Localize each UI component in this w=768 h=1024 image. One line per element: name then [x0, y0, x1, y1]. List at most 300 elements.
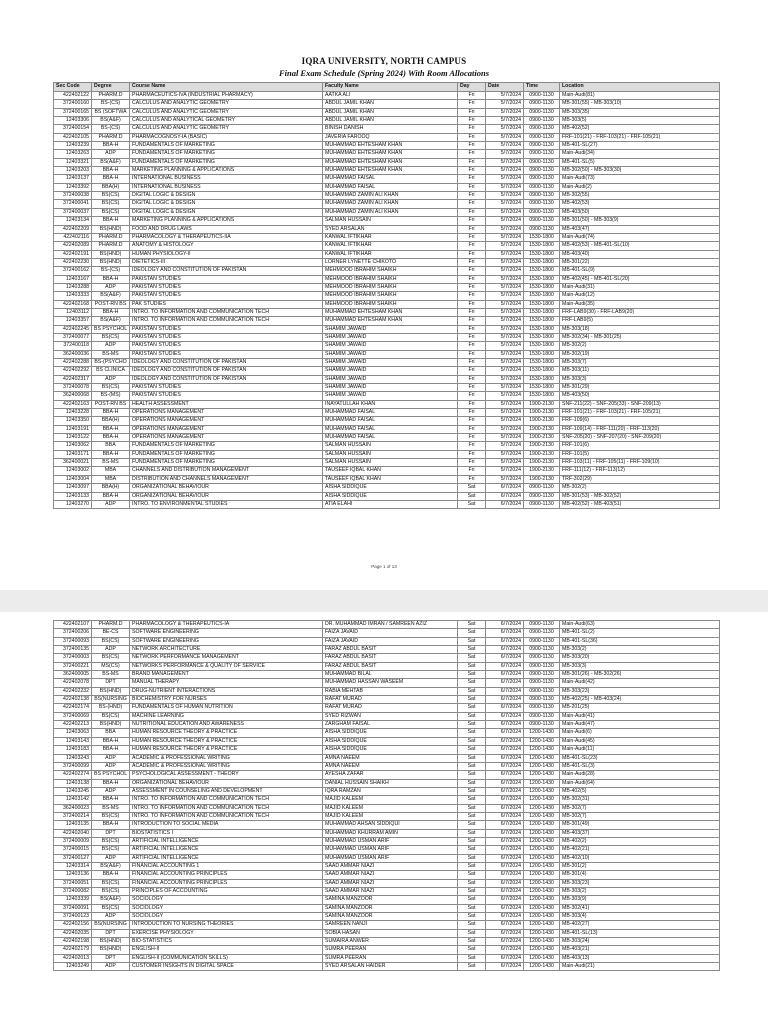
day-cell: Fri	[458, 158, 486, 166]
faculty-name-cell: MEHMOOD IBRAHIM SHAIKH	[323, 292, 458, 300]
sec-code-cell: 12403245	[54, 787, 92, 795]
faculty-name-cell: SHAMIM JAWAID	[323, 359, 458, 367]
schedule-subtitle: Final Exam Schedule (Spring 2024) With Room Allocations	[278, 68, 490, 78]
table-row	[54, 729, 720, 737]
course-name-cell: PHARMACOLOGY & THERAPEUTICS-IA	[130, 621, 323, 629]
course-name-cell: PAKISTAN STUDIES	[130, 333, 323, 341]
date-cell: 6/7/2024	[486, 871, 524, 879]
sec-code-cell: 422402089	[54, 242, 92, 250]
degree-cell: BS(CS)	[92, 192, 130, 200]
sec-code-cell: 362400068	[54, 392, 92, 400]
course-name-cell: IDEOLOGY AND CONSTITUTION OF PAKISTAN	[130, 359, 323, 367]
day-cell: Sat	[458, 862, 486, 870]
sec-code-cell: 422402013	[54, 954, 92, 962]
day-cell: Sat	[458, 787, 486, 795]
time-cell: 0900-1130	[524, 133, 560, 141]
time-cell: 1200-1430	[524, 746, 560, 754]
time-cell: 1200-1430	[524, 921, 560, 929]
date-cell: 6/7/2024	[486, 829, 524, 837]
day-cell: Sat	[458, 746, 486, 754]
day-cell: Sat	[458, 779, 486, 787]
degree-cell: BS(A&F)	[92, 317, 130, 325]
time-cell: 0900-1130	[524, 654, 560, 662]
sec-code-cell: 422402230	[54, 258, 92, 266]
date-cell: 6/7/2024	[486, 654, 524, 662]
faculty-name-cell: SALMAN HUSSAIN	[323, 459, 458, 467]
faculty-name-cell: MUHAMMAD FAISAL	[323, 175, 458, 183]
faculty-name-cell: SAMINA MANZOOR	[323, 904, 458, 912]
time-cell: 1200-1430	[524, 938, 560, 946]
degree-cell: BE-CS	[92, 629, 130, 637]
faculty-name-cell: RABIA MEHTAB	[323, 687, 458, 695]
time-cell: 0900-1130	[524, 117, 560, 125]
date-cell: 6/7/2024	[486, 787, 524, 795]
date-cell: 5/7/2024	[486, 217, 524, 225]
faculty-name-cell: INAYATULLAH KHAN	[323, 400, 458, 408]
degree-cell: PHARM.D	[92, 621, 130, 629]
day-cell: Fri	[458, 217, 486, 225]
sec-code-cell: 422402317	[54, 375, 92, 383]
course-name-cell: HUMAN RESOURCE THEORY & PRACTICE	[130, 729, 323, 737]
table-row	[54, 896, 720, 904]
faculty-name-cell: AISHA SIDDIQUE	[323, 484, 458, 492]
table-row	[54, 158, 720, 166]
degree-cell: BS(CS)	[92, 837, 130, 845]
time-cell: 1530-1800	[524, 367, 560, 375]
table-row	[54, 342, 720, 350]
table-row	[54, 267, 720, 275]
sec-code-cell: 372400003	[54, 654, 92, 662]
col-course-name: Course Name	[130, 83, 323, 92]
faculty-name-cell: SYED RIZWAN	[323, 712, 458, 720]
date-cell: 5/7/2024	[486, 200, 524, 208]
sec-code-cell: 372400037	[54, 208, 92, 216]
faculty-name-cell: MUHAMMAD ZAMIN ALI KHAN	[323, 192, 458, 200]
table-row	[54, 359, 720, 367]
sec-code-cell: 372400135	[54, 646, 92, 654]
time-cell: 0900-1130	[524, 225, 560, 233]
degree-cell: BS(HND)	[92, 258, 130, 266]
degree-cell: BS(A&F)	[92, 117, 130, 125]
table-row	[54, 846, 720, 854]
degree-cell: ADP	[92, 963, 130, 971]
time-cell: 0900-1130	[524, 712, 560, 720]
time-cell: 1530-1800	[524, 292, 560, 300]
day-cell: Sat	[458, 721, 486, 729]
course-name-cell: OPERATIONS MANAGEMENT	[130, 434, 323, 442]
course-name-cell: INTRODUCTION TO SOCIAL MEDIA	[130, 821, 323, 829]
faculty-name-cell: SAMINA MANZOOR	[323, 913, 458, 921]
course-name-cell: SOCIOLOGY	[130, 913, 323, 921]
date-cell: 5/7/2024	[486, 425, 524, 433]
sec-code-cell: 12403002	[54, 467, 92, 475]
degree-cell: BS(HND)	[92, 687, 130, 695]
table-row	[54, 242, 720, 250]
table-row	[54, 829, 720, 837]
day-cell: Sat	[458, 500, 486, 508]
location-cell: MB-303(11)	[560, 367, 720, 375]
col-faculty-name: Faculty Name	[323, 83, 458, 92]
date-cell: 6/7/2024	[486, 704, 524, 712]
table-row	[54, 871, 720, 879]
degree-cell: MS(CS)	[92, 662, 130, 670]
location-cell: MB-303(3)	[560, 375, 720, 383]
sec-code-cell: 422402138	[54, 696, 92, 704]
time-cell: 1200-1430	[524, 846, 560, 854]
location-cell: FRF-101(6)	[560, 442, 720, 450]
faculty-name-cell: SUMRA PEERAN	[323, 954, 458, 962]
degree-cell: BBA-H	[92, 175, 130, 183]
faculty-name-cell: ABDUL JAMIL KHAN	[323, 108, 458, 116]
table-row	[54, 325, 720, 333]
date-cell: 5/7/2024	[486, 275, 524, 283]
time-cell: 1530-1800	[524, 350, 560, 358]
date-cell: 6/7/2024	[486, 904, 524, 912]
date-cell: 6/7/2024	[486, 796, 524, 804]
course-name-cell: MANUAL THERAPY	[130, 679, 323, 687]
table-row	[54, 746, 720, 754]
course-name-cell: FOOD AND DRUG LAWS	[130, 225, 323, 233]
sec-code-cell: 372400160	[54, 100, 92, 108]
date-cell: 5/7/2024	[486, 133, 524, 141]
course-name-cell: HEALTH ASSESSMENT	[130, 400, 323, 408]
location-cell: FRF-101(21) - FRF-103(21) - FRF-105(21)	[560, 133, 720, 141]
sec-code-cell: 12403137	[54, 175, 92, 183]
time-cell: 1200-1430	[524, 888, 560, 896]
faculty-name-cell: SAAD AMMAR NIAZI	[323, 871, 458, 879]
table-row	[54, 492, 720, 500]
degree-cell: BS-(CS)	[92, 100, 130, 108]
location-cell: Main-Audi(47)	[560, 721, 720, 729]
date-cell: 6/7/2024	[486, 929, 524, 937]
sec-code-cell: 372400069	[54, 712, 92, 720]
table-row	[54, 654, 720, 662]
location-cell: MB-402(27)	[560, 921, 720, 929]
day-cell: Fri	[458, 125, 486, 133]
course-name-cell: HUMAN RESOURCE THEORY & PRACTICE	[130, 746, 323, 754]
time-cell: 0900-1130	[524, 125, 560, 133]
faculty-name-cell: TAUSEEF IQBAL KHAN	[323, 475, 458, 483]
sec-code-cell: 12403270	[54, 500, 92, 508]
day-cell: Fri	[458, 250, 486, 258]
date-cell: 6/7/2024	[486, 913, 524, 921]
faculty-name-cell: AISHA SIDDIQUE	[323, 729, 458, 737]
day-cell: Sat	[458, 679, 486, 687]
table-row	[54, 258, 720, 266]
degree-cell: ADP	[92, 375, 130, 383]
table-row	[54, 133, 720, 141]
sec-code-cell: 12403134	[54, 217, 92, 225]
course-name-cell: PAKISTAN STUDIES	[130, 342, 323, 350]
faculty-name-cell: RAFAT MURAD	[323, 696, 458, 704]
degree-cell: ADP	[92, 150, 130, 158]
day-cell: Fri	[458, 367, 486, 375]
location-cell: Main-Audi(31)	[560, 283, 720, 291]
table-row	[54, 921, 720, 929]
date-cell: 5/7/2024	[486, 342, 524, 350]
faculty-name-cell: MUHAMMAD KHURRAM AMIN	[323, 829, 458, 837]
degree-cell: PHARM.D	[92, 242, 130, 250]
sec-code-cell: 12403097	[54, 484, 92, 492]
faculty-name-cell: SHAMIM JAWAID	[323, 350, 458, 358]
degree-cell: BS(CS)	[92, 846, 130, 854]
course-name-cell: FUNDAMENTALS OF MARKETING	[130, 150, 323, 158]
table-row	[54, 233, 720, 241]
course-name-cell: ACADEMIC & PROFESSIONAL WRITING	[130, 762, 323, 770]
degree-cell: BBA-H	[92, 275, 130, 283]
faculty-name-cell: MUHAMMAD HASSAN WASEEM	[323, 679, 458, 687]
time-cell: 1200-1430	[524, 963, 560, 971]
course-name-cell: IDEOLOGY AND CONSTITUTION OF PAKISTAN	[130, 375, 323, 383]
day-cell: Fri	[458, 200, 486, 208]
sec-code-cell: 12403203	[54, 167, 92, 175]
location-cell: Main-Audi(73)	[560, 175, 720, 183]
degree-cell: ADP	[92, 754, 130, 762]
sec-code-cell: 422402035	[54, 929, 92, 937]
faculty-name-cell: FARAZ ABDUL BASIT	[323, 654, 458, 662]
degree-cell: BS(HND)	[92, 225, 130, 233]
course-name-cell: FUNDAMENTALS OF MARKETING	[130, 459, 323, 467]
time-cell: 1200-1430	[524, 929, 560, 937]
location-cell: Main-Audi(64)	[560, 779, 720, 787]
degree-cell: BS PSYCHOL	[92, 325, 130, 333]
page-number: Page 1 of 13	[371, 564, 397, 569]
date-cell: 6/7/2024	[486, 804, 524, 812]
location-cell: Main-Audi(41)	[560, 712, 720, 720]
degree-cell: BS(A&F)	[92, 292, 130, 300]
faculty-name-cell: MUHAMMAD EHTESHAM KHAN	[323, 142, 458, 150]
col-sec-code: Sec Code	[54, 83, 92, 92]
location-cell: MB-303(4)	[560, 913, 720, 921]
time-cell: 0900-1130	[524, 696, 560, 704]
table-row	[54, 712, 720, 720]
course-name-cell: FUNDAMENTALS OF MARKETING	[130, 450, 323, 458]
sec-code-cell: 12403333	[54, 292, 92, 300]
course-name-cell: CHANNELS AND DISTRIBUTION MANAGEMENT	[130, 467, 323, 475]
degree-cell: BS(CS)	[92, 904, 130, 912]
time-cell: 1530-1800	[524, 392, 560, 400]
col-time: Time	[524, 83, 560, 92]
location-cell: MB-302(19)	[560, 350, 720, 358]
faculty-name-cell: MUHAMMAD FAISAL	[323, 417, 458, 425]
table-row	[54, 175, 720, 183]
course-name-cell: IDEOLOGY AND CONSTITUTION OF PAKISTAN	[130, 367, 323, 375]
table-row	[54, 425, 720, 433]
faculty-name-cell: SAAD AMMAR NIAZI	[323, 879, 458, 887]
course-name-cell: PAKISTAN STUDIES	[130, 292, 323, 300]
course-name-cell: IDEOLOGY AND CONSTITUTION OF PAKISTAN	[130, 267, 323, 275]
faculty-name-cell: IQRA RAMZAN	[323, 787, 458, 795]
location-cell: MB-403(50)	[560, 208, 720, 216]
faculty-name-cell: SYED ARSALAN	[323, 225, 458, 233]
sec-code-cell: 12403062	[54, 442, 92, 450]
course-name-cell: ARTIFICIAL INTELLIGENCE	[130, 846, 323, 854]
course-name-cell: DISTRIBUTION AND CHANNELS MANAGEMENT	[130, 475, 323, 483]
table-row	[54, 500, 720, 508]
table-body-page-2	[54, 621, 720, 971]
location-cell: MB-301(22)	[560, 258, 720, 266]
day-cell: Fri	[458, 192, 486, 200]
degree-cell: BS(CS)	[92, 812, 130, 820]
sec-code-cell: 362400023	[54, 804, 92, 812]
course-name-cell: PSYCHOLOGICAL ASSESSMENT - THEORY	[130, 771, 323, 779]
table-row	[54, 837, 720, 845]
date-cell: 5/7/2024	[486, 333, 524, 341]
faculty-name-cell: SALMAN HUSSAIN	[323, 217, 458, 225]
date-cell: 5/7/2024	[486, 258, 524, 266]
date-cell: 5/7/2024	[486, 158, 524, 166]
table-row	[54, 671, 720, 679]
date-cell: 6/7/2024	[486, 754, 524, 762]
faculty-name-cell: SHAMIM JAWAID	[323, 392, 458, 400]
course-name-cell: OPERATIONS MANAGEMENT	[130, 417, 323, 425]
day-cell: Sat	[458, 837, 486, 845]
day-cell: Sat	[458, 946, 486, 954]
date-cell: 5/7/2024	[486, 317, 524, 325]
time-cell: 0900-1130	[524, 217, 560, 225]
sec-code-cell: 422402107	[54, 621, 92, 629]
course-name-cell: PAKISTAN STUDIES	[130, 283, 323, 291]
table-row	[54, 92, 720, 100]
table-row	[54, 754, 720, 762]
sec-code-cell: 12403143	[54, 737, 92, 745]
time-cell: 1530-1800	[524, 317, 560, 325]
date-cell: 6/7/2024	[486, 712, 524, 720]
location-cell: MB-303(2)	[560, 888, 720, 896]
location-cell: MB-303(35)	[560, 108, 720, 116]
date-cell: 6/7/2024	[486, 779, 524, 787]
date-cell: 5/7/2024	[486, 434, 524, 442]
faculty-name-cell: SUMAIRA ANWER	[323, 938, 458, 946]
location-cell: MB-403(47)	[560, 225, 720, 233]
day-cell: Fri	[458, 175, 486, 183]
course-name-cell: INTRODUCTION TO NURSING THEORIES	[130, 921, 323, 929]
location-cell: SNF-211(22) - SNF-205(33) - SNF-209(13)	[560, 400, 720, 408]
faculty-name-cell: RAFAT MURAD	[323, 704, 458, 712]
course-name-cell: PHARMACOLOGY & THERAPEUTICS-IIA	[130, 233, 323, 241]
date-cell: 6/7/2024	[486, 621, 524, 629]
course-name-cell: CALCULUS AND ANALYTICAL GEOMETRY	[130, 117, 323, 125]
day-cell: Fri	[458, 434, 486, 442]
faculty-name-cell: ABDUL JAMIL KHAN	[323, 117, 458, 125]
date-cell: 5/7/2024	[486, 300, 524, 308]
time-cell: 0900-1130	[524, 637, 560, 645]
faculty-name-cell: MUHAMMAD USMAN ARIF	[323, 846, 458, 854]
table-row	[54, 292, 720, 300]
table-row	[54, 108, 720, 116]
degree-cell: BS(CS)	[92, 712, 130, 720]
location-cell: MB-303(2)	[560, 646, 720, 654]
location-cell: MB-403(50)	[560, 392, 720, 400]
location-cell: MB-303(24)	[560, 938, 720, 946]
page-separator	[0, 590, 768, 612]
table-row	[54, 646, 720, 654]
faculty-name-cell: MEHMOOD IBRAHIM SHAIKH	[323, 300, 458, 308]
day-cell: Sat	[458, 737, 486, 745]
date-cell: 5/7/2024	[486, 350, 524, 358]
date-cell: 6/7/2024	[486, 737, 524, 745]
faculty-name-cell: SUMRA PEERAN	[323, 946, 458, 954]
sec-code-cell: 422402156	[54, 921, 92, 929]
faculty-name-cell: SALMAN HUSSAIN	[323, 450, 458, 458]
location-cell: MB-302(2)	[560, 484, 720, 492]
faculty-name-cell: KANWAL IFTIKHAR	[323, 242, 458, 250]
day-cell: Sat	[458, 796, 486, 804]
location-cell: MB-303(20)	[560, 654, 720, 662]
course-name-cell: INTRO. TO INFORMATION AND COMMUNICATION TECH	[130, 317, 323, 325]
degree-cell: MBA	[92, 475, 130, 483]
location-cell: Main-Audi(63)	[560, 621, 720, 629]
degree-cell: DPT	[92, 929, 130, 937]
day-cell: Sat	[458, 821, 486, 829]
date-cell: 6/7/2024	[486, 746, 524, 754]
date-cell: 5/7/2024	[486, 142, 524, 150]
sec-code-cell: 12403171	[54, 450, 92, 458]
time-cell: 0900-1130	[524, 100, 560, 108]
course-name-cell: SOFTWARE ENGINEERING	[130, 637, 323, 645]
table-row	[54, 796, 720, 804]
faculty-name-cell: AISHA SIDDIQUE	[323, 737, 458, 745]
course-name-cell: PAK STUDIES	[130, 300, 323, 308]
day-cell: Fri	[458, 350, 486, 358]
sec-code-cell: 422402116	[54, 233, 92, 241]
course-name-cell: NETWORKS PERFORMANCE & QUALITY OF SERVICE	[130, 662, 323, 670]
time-cell: 0900-1130	[524, 646, 560, 654]
time-cell: 0900-1130	[524, 92, 560, 100]
day-cell: Sat	[458, 812, 486, 820]
time-cell: 1530-1800	[524, 375, 560, 383]
degree-cell: BS(NURSING	[92, 921, 130, 929]
sec-code-cell: 372400015	[54, 846, 92, 854]
degree-cell: BBA-H	[92, 434, 130, 442]
time-cell: 1530-1800	[524, 333, 560, 341]
table-row	[54, 117, 720, 125]
course-name-cell: PAKISTAN STUDIES	[130, 392, 323, 400]
location-cell: MB-401-SL(13)	[560, 929, 720, 937]
table-row	[54, 662, 720, 670]
date-cell: 6/7/2024	[486, 696, 524, 704]
day-cell: Fri	[458, 100, 486, 108]
degree-cell: BBA-H	[92, 308, 130, 316]
table-row	[54, 384, 720, 392]
date-cell: 5/7/2024	[486, 400, 524, 408]
location-cell: FRF-101(21) - FRF-103(21) - FRF-105(21)	[560, 409, 720, 417]
course-name-cell: CUSTOMER INSIGHTS IN DIGITAL SPACE	[130, 963, 323, 971]
sec-code-cell: 372400093	[54, 637, 92, 645]
faculty-name-cell: MUHAMMAD FAISAL	[323, 183, 458, 191]
time-cell: 0900-1130	[524, 150, 560, 158]
course-name-cell: FUNDAMENTALS OF MARKETING	[130, 158, 323, 166]
faculty-name-cell: FAIZA JAVAID	[323, 629, 458, 637]
faculty-name-cell: DANIAL HUSSAIN SHAIKH	[323, 779, 458, 787]
day-cell: Sat	[458, 921, 486, 929]
course-name-cell: FINANCIAL ACCOUNTING PRINCIPLES	[130, 871, 323, 879]
faculty-name-cell: KANWAL IFTIKHAR	[323, 250, 458, 258]
date-cell: 6/7/2024	[486, 963, 524, 971]
course-name-cell: PHARMACEUTICS-IVA (INDUSTRIAL PHARMACY)	[130, 92, 323, 100]
date-cell: 5/7/2024	[486, 208, 524, 216]
course-name-cell: INTRO. TO ENVIRONMENTAL STUDIES	[130, 500, 323, 508]
schedule-table-page-1	[53, 82, 720, 509]
table-row	[54, 679, 720, 687]
faculty-name-cell: AYESHA ZAFAR	[323, 771, 458, 779]
degree-cell: BS(A&F)	[92, 896, 130, 904]
course-name-cell: FUNDAMENTALS OF MARKETING	[130, 442, 323, 450]
location-cell: Main-Audi(81)	[560, 92, 720, 100]
table-row	[54, 946, 720, 954]
date-cell: 5/7/2024	[486, 292, 524, 300]
date-cell: 6/7/2024	[486, 854, 524, 862]
